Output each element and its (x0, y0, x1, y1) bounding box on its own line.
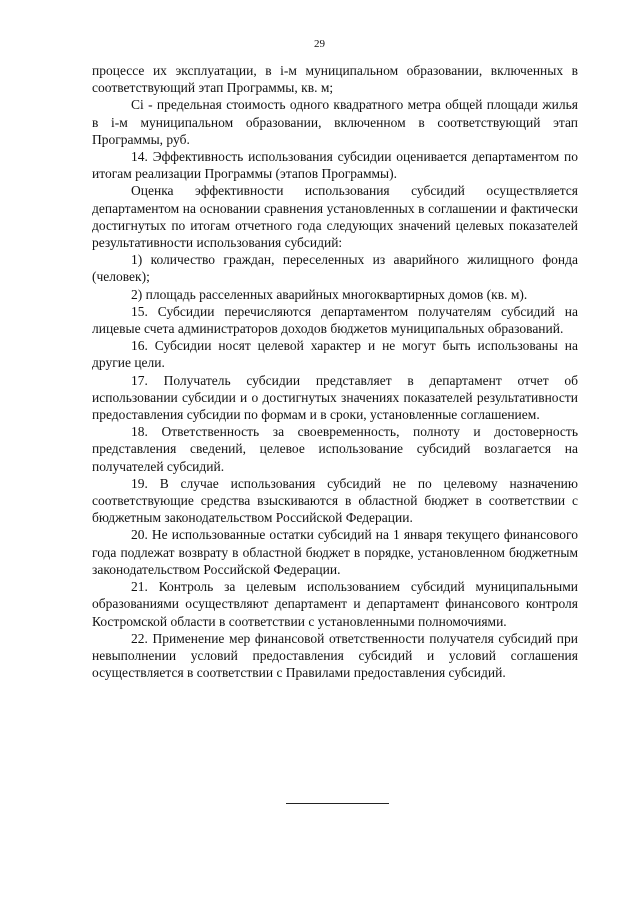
paragraph-ci-definition: Ci - предельная стоимость одного квадратного метра общей площади жилья в i-м муниципальном образовании, включенном в соответствующий этап Программы, руб. (92, 97, 578, 147)
document-body (92, 62, 578, 681)
page-number: 29 (314, 38, 325, 50)
paragraph-item-2: 2) площадь расселенных аварийных многоквартирных домов (кв. м). (131, 286, 528, 302)
paragraph-21: 21. Контроль за целевым использованием субсидий муниципальными образованиями осуществляют департамент и департамент финансового контроля Костромской области в соответствии с установленными полномочиями. (92, 579, 578, 629)
paragraph-continuation: процессе их эксплуатации, в i-м муниципальном образовании, включенных в соответствующий этап Программы, кв. м; (92, 63, 578, 96)
end-separator-line (286, 803, 389, 804)
paragraph-22: 22. Применение мер финансовой ответственности получателя субсидий при невыполнении условий предоставления субсидий и условий соглашения осуществляется в соответствии с Правилами предоставления субсидий. (92, 630, 578, 681)
paragraph-16: 16. Субсидии носят целевой характер и не могут быть использованы на другие цели. (92, 338, 578, 371)
paragraph-item-1: 1) количество граждан, переселенных из аварийного жилищного фонда (человек); (92, 252, 578, 285)
paragraph-15: 15. Субсидии перечисляются департаментом получателям субсидий на лицевые счета администраторов доходов бюджетов муниципальных образований. (92, 303, 578, 337)
paragraph-19: 19. В случае использования субсидий не по целевому назначению соответствующие средства взыскиваются в областной бюджет в соответствии с бюджетным законодательством Российской Федерации. (92, 475, 578, 526)
paragraph-14: 14. Эффективность использования субсидии оценивается департаментом по итогам реализации Программы (этапов Программы). (92, 149, 578, 182)
paragraph-20: 20. Не использованные остатки субсидий на 1 января текущего финансового года подлежат возврату в областной бюджет в порядке, установленном бюджетным законодательством Российской Федерации. (92, 527, 578, 577)
paragraph-17: 17. Получатель субсидии представляет в департамент отчет об использовании субсидии и о достигнутых значениях показателей результативности предоставления субсидии по формам и в сроки, установленные соглашением. (92, 372, 578, 423)
paragraph-evaluation: Оценка эффективности использования субсидий осуществляется департаментом на основании сравнения установленных в соглашении и фактически достигнутых по итогам отчетного года следующих значений целевых показателей результативности использования субсидий: (92, 183, 578, 251)
paragraph-18: 18. Ответственность за своевременность, полноту и достоверность представления сведений, целевое использование субсидий возлагается на получателей субсидий. (92, 424, 578, 474)
